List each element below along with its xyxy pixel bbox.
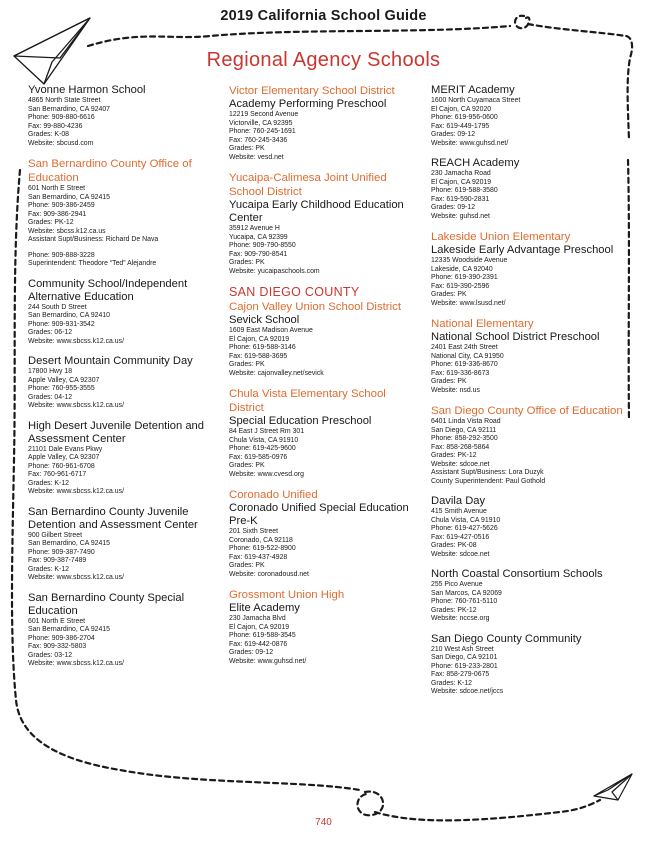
website-line: Website: sbcss.k12.ca.us <box>28 227 106 235</box>
phone-line: Phone: 909-880-6616 <box>28 114 95 121</box>
phone-line: Phone: 619-427-5626 <box>431 525 498 532</box>
school-entry <box>431 633 627 697</box>
phone-line: Phone: 909-888-3228 <box>28 251 95 259</box>
phone-line: Phone: 619-588-3545 <box>229 632 296 639</box>
district-name: San Bernardino County Office of Education <box>28 158 192 184</box>
grades-line: Grades: 09-12 <box>229 649 274 656</box>
website-line: Website: www.sbcss.k12.ca.us/ <box>28 660 124 667</box>
grades-line: Grades: PK <box>229 562 265 569</box>
fax-line: Fax: 619-442-0876 <box>229 640 288 648</box>
address-line: 230 Jamacha Road <box>431 170 491 177</box>
website-line: Website: guhsd.net <box>431 212 490 220</box>
fax-line: Fax: 909-332-5803 <box>28 643 87 650</box>
address-line: 2401 East 24th Street <box>431 344 498 351</box>
phone-line: Phone: 760-245-1691 <box>229 128 296 135</box>
website-line: Website: coronadousd.net <box>229 570 309 578</box>
school-entry <box>28 157 218 269</box>
school-name: Sevick School <box>229 314 300 326</box>
school-name: Yvonne Harmon School <box>28 84 146 96</box>
fax-line: Fax: 909-386-2941 <box>28 210 87 218</box>
grades-line: Grades: K-08 <box>28 131 69 138</box>
website-line: Website: nsd.us <box>431 386 480 394</box>
school-name: Coronado Unified Special Education Pre-K <box>229 502 409 527</box>
address-line: 201 Sixth Street <box>229 528 279 535</box>
school-name: San Bernardino County Special Education <box>28 591 185 617</box>
city-line: Coronado, CA 92118 <box>229 536 293 544</box>
school-entry <box>431 317 627 395</box>
city-line: Apple Valley, CA 92307 <box>28 454 100 461</box>
grades-line: Grades: PK <box>431 378 467 385</box>
contact-line: Superintendent: Theodore “Ted” Alejandre <box>28 260 157 267</box>
contact-line: Assistant Supt/Business: Richard De Nava <box>28 236 159 243</box>
address-line: 255 Pico Avenue <box>431 581 483 588</box>
address-line: 1600 North Cuyamaca Street <box>431 97 521 104</box>
school-entry <box>28 355 218 411</box>
city-line: San Bernardino, CA 92415 <box>28 540 110 547</box>
phone-line: Phone: 619-425-9600 <box>229 445 296 452</box>
school-name: North Coastal Consortium Schools <box>431 568 603 580</box>
phone-line: Phone: 619-588-3580 <box>431 187 498 194</box>
school-name: Lakeside Early Advantage Preschool <box>431 244 614 256</box>
website-line: Website: www.sbcss.k12.ca.us/ <box>28 488 124 495</box>
school-entry <box>229 285 419 378</box>
city-line: San Bernardino, CA 92410 <box>28 312 110 319</box>
phone-line: Phone: 619-956-0600 <box>431 114 498 121</box>
city-line: San Bernardino, CA 92415 <box>28 193 110 201</box>
phone-line: Phone: 909-386-2704 <box>28 634 95 642</box>
address-line: 601 North E Street <box>28 185 86 192</box>
school-entry <box>28 592 218 669</box>
city-line: Apple Valley, CA 92307 <box>28 376 100 384</box>
city-line: San Bernardino, CA 92415 <box>28 626 110 633</box>
grades-line: Grades: K-12 <box>28 565 69 573</box>
school-name: San Diego County Community <box>431 632 582 645</box>
grades-line: Grades: PK <box>229 145 265 152</box>
website-line: Website: sdcoe.net <box>431 460 490 468</box>
grades-line: Grades: 09-12 <box>431 131 476 138</box>
school-name: REACH Academy <box>431 157 520 169</box>
address-line: 21101 Dale Evans Pkwy <box>28 445 103 453</box>
phone-line: Phone: 619-233-2801 <box>431 662 498 670</box>
phone-line: Phone: 619-336-8670 <box>431 361 498 368</box>
city-line: El Cajon, CA 92020 <box>431 105 492 113</box>
address-line: 17800 Hwy 18 <box>28 368 73 375</box>
website-line: Website: www.guhsd.net/ <box>431 139 509 147</box>
grades-line: Grades: PK <box>229 462 265 469</box>
school-entry <box>431 84 627 148</box>
school-entry <box>229 387 419 479</box>
school-name: Academy Performing Preschool <box>229 98 387 110</box>
column-1 <box>28 84 218 678</box>
fax-line: Fax: 619-427-0516 <box>431 533 490 541</box>
phone-line: Phone: 909-931-3542 <box>28 320 95 328</box>
school-entry <box>229 171 419 276</box>
spacer <box>28 245 218 252</box>
phone-line: Phone: 619-588-3146 <box>229 344 296 351</box>
grades-line: Grades: PK <box>229 361 265 368</box>
address-line: 84 East J Street Rm 301 <box>229 428 305 435</box>
region-heading: SAN DIEGO COUNTY <box>229 285 360 299</box>
fax-line: Fax: 619-588-3695 <box>229 352 288 360</box>
fax-line: Fax: 760-961-6717 <box>28 471 87 478</box>
city-line: San Bernardino, CA 92407 <box>28 105 110 113</box>
website-line: Website: www.sbcss.k12.ca.us/ <box>28 574 124 581</box>
school-entry <box>28 84 218 148</box>
website-line: Website: cajonvalley.net/sevick <box>229 369 324 377</box>
grades-line: Grades: 04-12 <box>28 393 73 401</box>
address-line: 244 South D Street <box>28 303 87 311</box>
district-name: Lakeside Union Elementary <box>431 231 571 243</box>
address-line: 900 Gilbert Street <box>28 531 83 539</box>
address-line: 210 West Ash Street <box>431 645 494 653</box>
website-line: Website: yucaipaschools.com <box>229 267 320 275</box>
website-line: Website: www.lsusd.net/ <box>431 299 506 307</box>
address-line: 601 North E Street <box>28 617 86 625</box>
fax-line: Fax: 619-449-1795 <box>431 122 490 130</box>
website-line: Website: www.cvesd.org <box>229 470 304 478</box>
grades-line: Grades: K-12 <box>28 479 69 487</box>
district-name: Chula Vista Elementary School District <box>229 388 386 414</box>
grades-line: Grades: K-12 <box>431 679 472 687</box>
grades-line: Grades: PK-12 <box>28 219 74 226</box>
city-line: El Cajon, CA 92019 <box>229 335 290 343</box>
contact-line: County Superintendent: Paul Gothold <box>431 477 546 485</box>
website-line: Website: vesd.net <box>229 153 284 161</box>
column-2 <box>229 84 419 675</box>
address-line: 4865 North State Street <box>28 97 101 104</box>
school-entry <box>229 588 419 666</box>
school-entry <box>431 495 627 559</box>
fax-line: Fax: 619-437-4928 <box>229 553 288 561</box>
fax-line: Fax: 619-590-2831 <box>431 195 490 203</box>
school-name: National School District Preschool <box>431 331 600 343</box>
district-name: Coronado Unified <box>229 489 318 501</box>
school-name: San Bernardino County Juvenile Detention and Assessment Center <box>28 505 198 531</box>
contact-line: Assistant Supt/Business: Lora Duzyk <box>431 469 544 476</box>
phone-line: Phone: 909-790-8550 <box>229 242 296 249</box>
phone-line: Phone: 858-292-3500 <box>431 435 498 442</box>
fax-line: Fax: 619-585-0976 <box>229 453 288 461</box>
grades-line: Grades: PK-08 <box>431 542 477 549</box>
school-entry <box>229 84 419 162</box>
city-line: National City, CA 91950 <box>431 352 504 360</box>
city-line: Victorville, CA 92395 <box>229 119 293 127</box>
fax-line: Fax: 858-279-0675 <box>431 671 490 678</box>
district-name: San Diego County Office of Education <box>431 405 623 417</box>
fax-line: Fax: 760-245-3436 <box>229 136 288 144</box>
city-line: San Diego, CA 92111 <box>431 426 497 434</box>
website-line: Website: www.guhsd.net/ <box>229 657 307 665</box>
website-line: Website: www.sbcss.k12.ca.us/ <box>28 402 124 409</box>
grades-line: Grades: 03-12 <box>28 651 73 659</box>
district-name: Cajon Valley Union School District <box>229 301 401 313</box>
school-entry <box>28 278 218 347</box>
school-entry <box>28 420 218 497</box>
address-line: 230 Jamacha Blvd <box>229 615 286 622</box>
phone-line: Phone: 909-387-7490 <box>28 548 95 556</box>
section-title: Regional Agency Schools <box>206 49 441 71</box>
grades-line: Grades: 06-12 <box>28 329 73 336</box>
phone-line: Phone: 760-761-5110 <box>431 598 498 605</box>
school-name: Desert Mountain Community Day <box>28 355 193 367</box>
grades-line: Grades: 09-12 <box>431 204 476 211</box>
fax-line: Fax: 619-336-8673 <box>431 369 490 377</box>
school-entry <box>431 230 627 308</box>
phone-line: Phone: 760-961-6708 <box>28 462 95 470</box>
grades-line: Grades: PK-12 <box>431 452 477 459</box>
phone-line: Phone: 619-522-8900 <box>229 545 296 552</box>
fax-line: Fax: 909-790-8541 <box>229 250 288 258</box>
school-name: High Desert Juvenile Detention and Assessment Center <box>28 419 204 445</box>
phone-line: Phone: 619-390-2391 <box>431 274 498 281</box>
city-line: Lakeside, CA 92040 <box>431 265 493 273</box>
website-line: Website: sdcoe.net/jccs <box>431 688 504 695</box>
school-entry <box>431 568 627 624</box>
city-line: El Cajon, CA 92019 <box>229 623 290 631</box>
website-line: Website: sdcoe.net <box>431 550 490 558</box>
school-entry <box>431 157 627 221</box>
city-line: El Cajon, CA 92019 <box>431 178 492 186</box>
phone-line: Phone: 760-955-3555 <box>28 385 95 392</box>
school-entry <box>28 506 218 583</box>
city-line: Chula Vista, CA 91910 <box>431 516 501 524</box>
website-line: Website: www.sbcss.k12.ca.us/ <box>28 337 124 345</box>
address-line: 12335 Woodside Avenue <box>431 257 508 264</box>
address-line: 12219 Second Avenue <box>229 111 299 118</box>
column-3 <box>431 84 627 706</box>
school-name: MERIT Academy <box>431 84 515 96</box>
city-line: San Marcos, CA 92069 <box>431 589 502 597</box>
grades-line: Grades: PK <box>431 291 467 298</box>
school-name: Community School/Independent Alternative Education <box>28 277 188 303</box>
city-line: Yucaipa, CA 92399 <box>229 233 288 241</box>
school-entry <box>229 488 419 579</box>
school-name: Elite Academy <box>229 602 300 614</box>
city-line: San Diego, CA 92101 <box>431 654 498 661</box>
fax-line: Fax: 99-880-4236 <box>28 122 83 130</box>
district-name: National Elementary <box>431 318 534 330</box>
phone-line: Phone: 909-386-2459 <box>28 202 95 209</box>
school-name: Special Education Preschool <box>229 415 372 427</box>
website-line: Website: sbcusd.com <box>28 139 94 147</box>
school-entry <box>431 404 627 486</box>
fax-line: Fax: 619-390-2596 <box>431 282 490 290</box>
grades-line: Grades: PK-12 <box>431 606 477 614</box>
fax-line: Fax: 858-268-5864 <box>431 443 490 451</box>
page-number: 740 <box>315 817 332 828</box>
school-name: Yucaipa Early Childhood Education Center <box>229 199 404 224</box>
guide-title: 2019 California School Guide <box>220 8 427 24</box>
city-line: Chula Vista, CA 91910 <box>229 436 299 444</box>
address-line: 6401 Linda Vista Road <box>431 418 501 425</box>
address-line: 415 Smith Avenue <box>431 508 487 515</box>
fax-line: Fax: 909-387-7489 <box>28 557 87 564</box>
district-name: Grossmont Union High <box>229 589 345 601</box>
school-name: Davila Day <box>431 495 486 507</box>
website-line: Website: nccse.org <box>431 615 490 622</box>
address-line: 35912 Avenue H <box>229 225 280 232</box>
address-line: 1609 East Madison Avenue <box>229 327 313 334</box>
grades-line: Grades: PK <box>229 259 265 266</box>
district-name: Victor Elementary School District <box>229 85 395 97</box>
district-name: Yucaipa-Calimesa Joint Unified School District <box>229 172 387 198</box>
